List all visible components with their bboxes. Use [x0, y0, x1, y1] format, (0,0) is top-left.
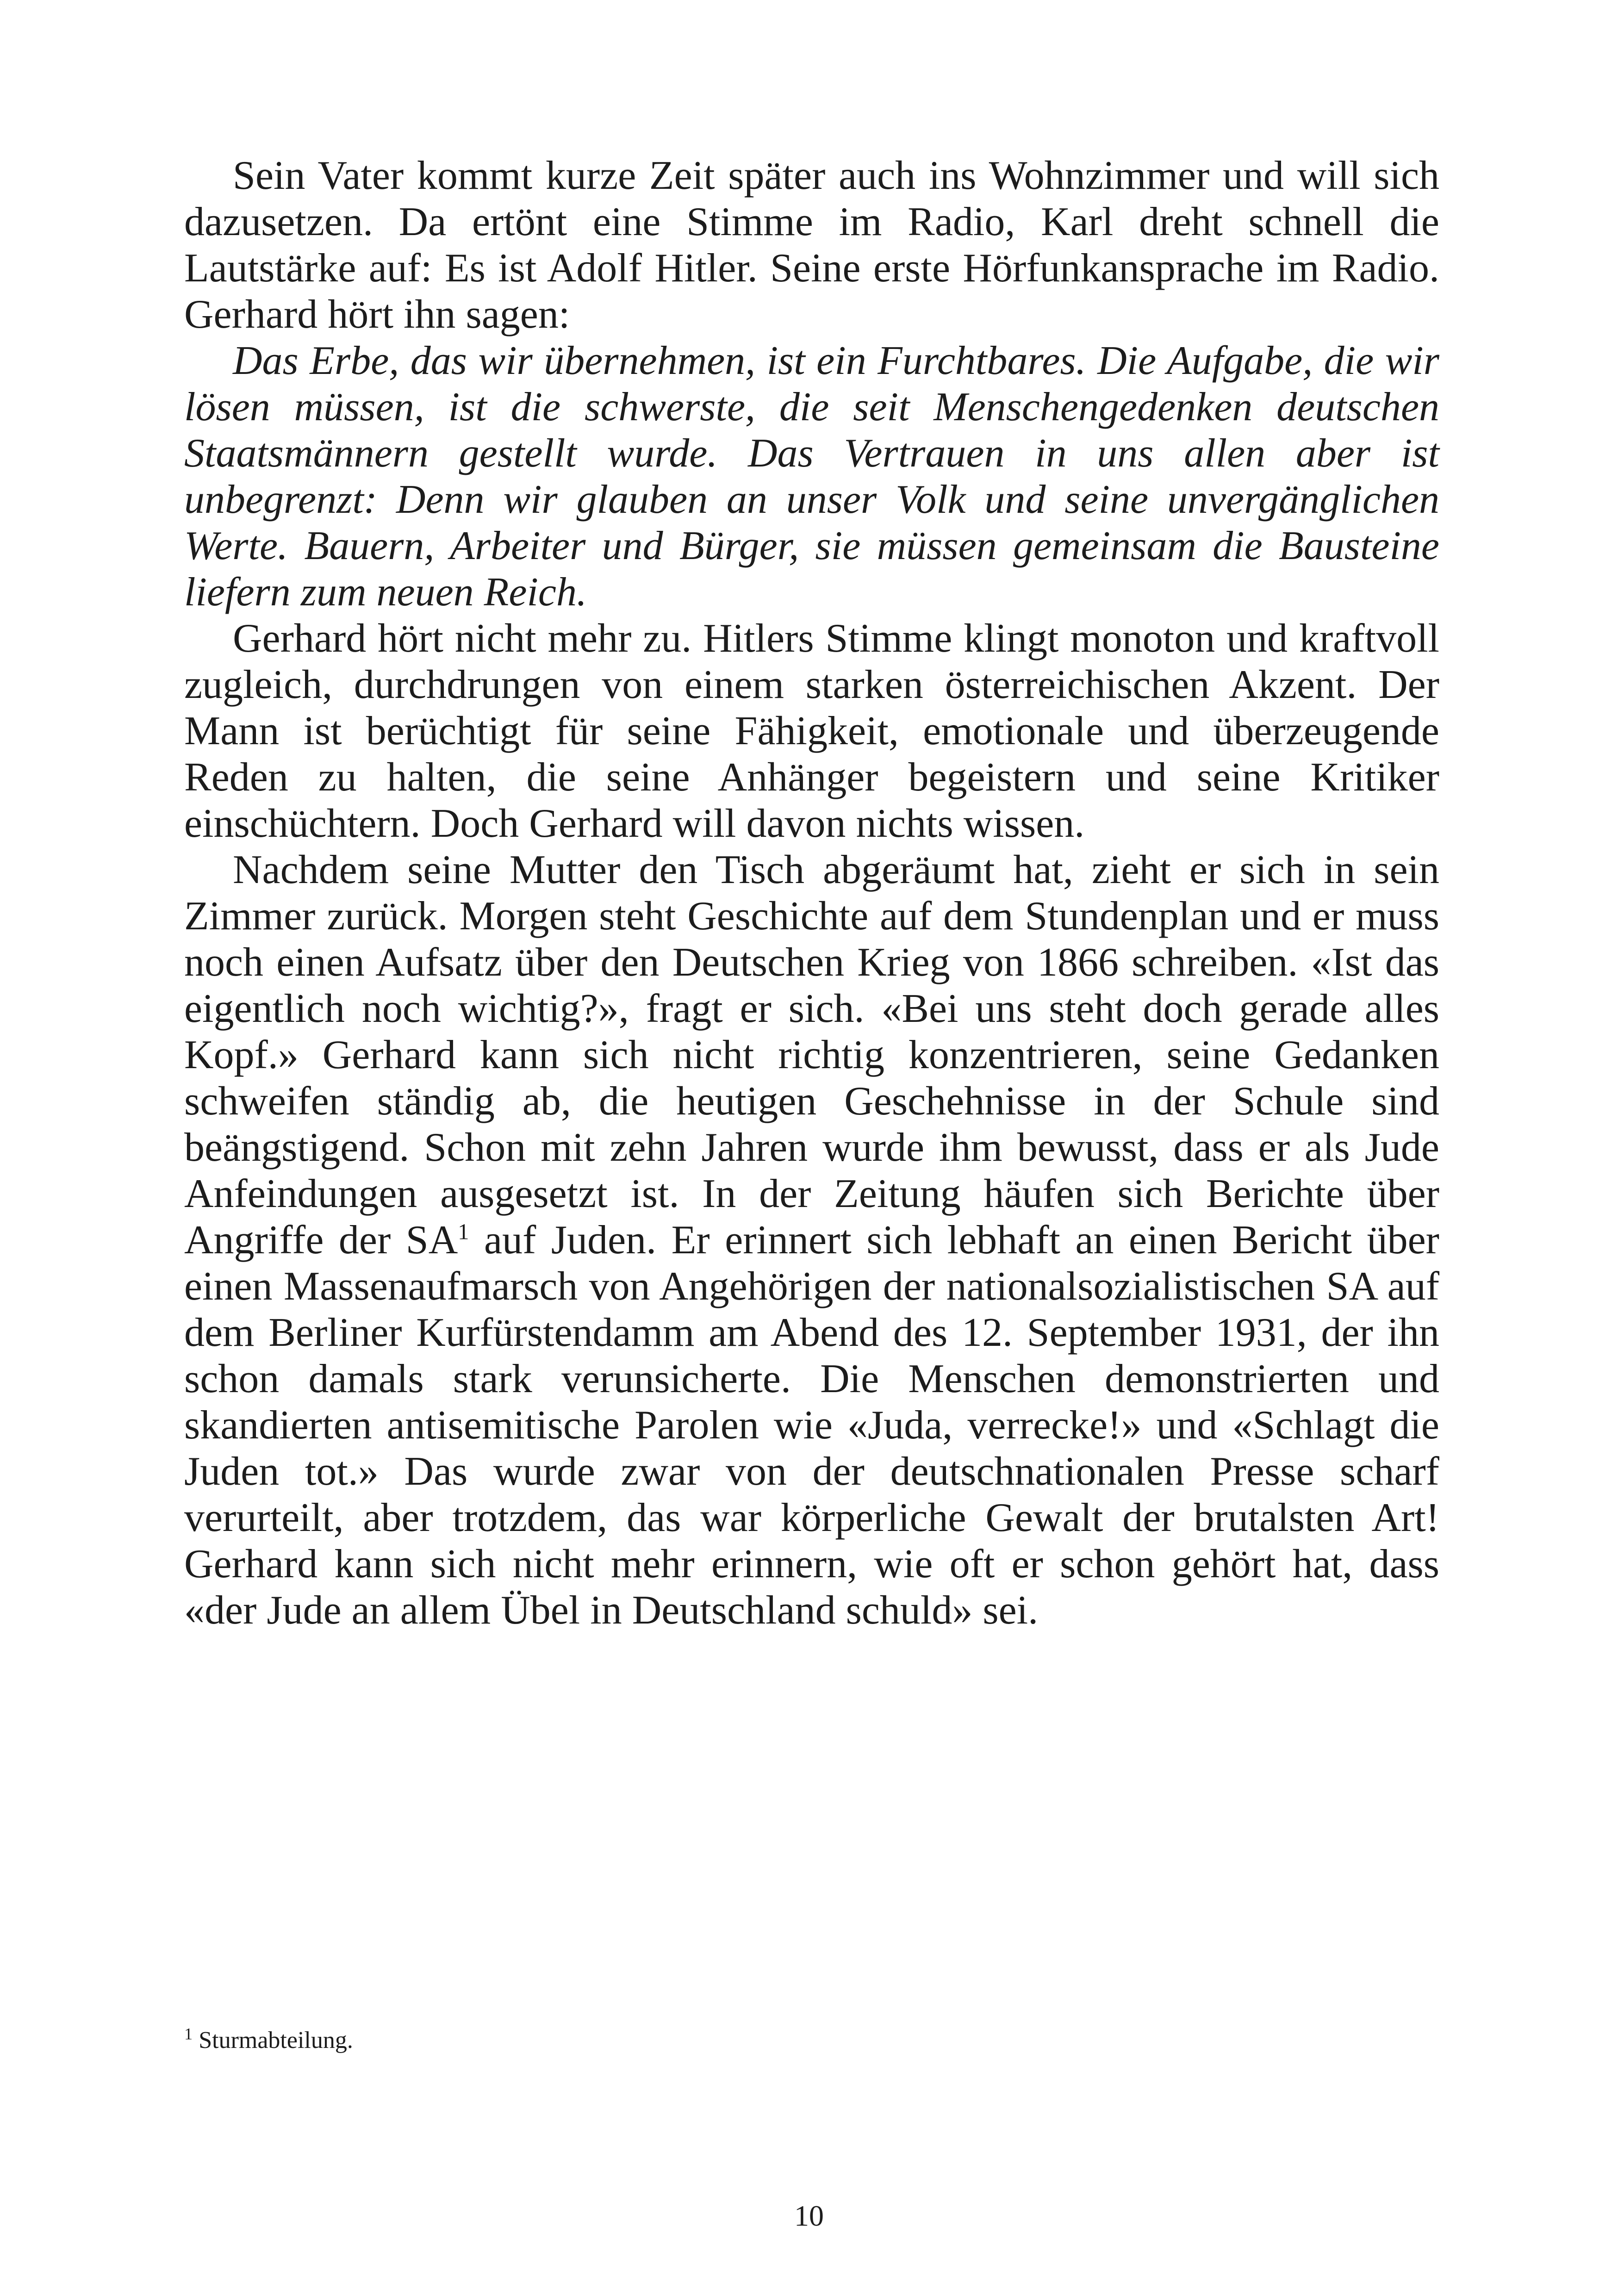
paragraph-narrative-2: Gerhard hört nicht mehr zu. Hitlers Stimme klingt monoton und kraftvoll zugleich, durchdrungen von einem starken österreichischen Akzent. Der Mann ist berüchtigt für seine Fähigkeit, emotionale und überzeugende Reden zu halten, die seine Anhänger begeistern und seine Kritiker einschüchtern. Doch Gerhard will davon nichts wissen. — [184, 616, 1439, 846]
footnote-reference-marker: 1 — [458, 1220, 469, 1244]
footnote — [184, 2026, 1439, 2055]
paragraph-narrative-3 — [184, 847, 1439, 1634]
body-text — [184, 153, 1439, 1634]
paragraph-radio-quote: Das Erbe, das wir übernehmen, ist ein Furchtbares. Die Aufgabe, die wir lösen müssen, ist die schwerste, die seit Menschengedenken deutschen Staatsmännern gestellt wurde. Das Vertrauen in uns allen aber ist unbegrenzt: Denn wir glauben an unser Volk und seine unvergänglichen Werte. Bauern, Arbeiter und Bürger, sie müssen gemeinsam die Bausteine liefern zum neuen Reich. — [184, 338, 1439, 615]
paragraph-text-before-footnote: Nachdem seine Mutter den Tisch abgeräumt hat, zieht er sich in sein Zimmer zurück. Morgen steht Geschichte auf dem Stundenplan und er muss noch einen Aufsatz über den Deutschen Krieg von 1866 schreiben. «Ist das eigentlich noch wichtig?», fragt er sich. «Bei uns steht doch gerade alles Kopf.» Gerhard kann sich nicht richtig konzentrieren, seine Gedanken schweifen ständig ab, die heutigen Geschehnisse in der Schule sind beängstigend. Schon mit zehn Jahren wurde ihm bewusst, dass er als Jude Anfeindungen ausgesetzt ist. In der Zeitung häufen sich Berichte über Angriffe der SA — [184, 847, 1439, 1263]
paragraph-narrative-1: Sein Vater kommt kurze Zeit später auch ins Wohnzimmer und will sich dazusetzen. Da ertönt eine Stimme im Radio, Karl dreht schnell die Lautstärke auf: Es ist Adolf Hitler. Seine erste Hörfunkansprache im Radio. Gerhard hört ihn sagen: — [184, 153, 1439, 337]
footnote-text: Sturmabteilung. — [199, 2027, 353, 2053]
footnote-marker: 1 — [184, 2024, 193, 2043]
paragraph-text-after-footnote: auf Juden. Er erinnert sich lebhaft an einen Bericht über einen Massenaufmarsch von Angehörigen der nationalsozialistischen SA auf dem Berliner Kurfürstendamm am Abend des 12. September 1931, der ihn schon damals stark verunsicherte. Die Menschen demonstrierten und skandierten antisemitische Parolen wie «Juda, verrecke!» und «Schlagt die Juden tot.» Das wurde zwar von der deutschnationalen Presse scharf verurteilt, aber trotzdem, das war körperliche Gewalt der brutalsten Art! Gerhard kann sich nicht mehr erinnern, wie oft er schon gehört hat, dass «der Jude an allem Übel in Deutschland schuld» sei. — [184, 1218, 1439, 1633]
page-number: 10 — [794, 2199, 824, 2232]
